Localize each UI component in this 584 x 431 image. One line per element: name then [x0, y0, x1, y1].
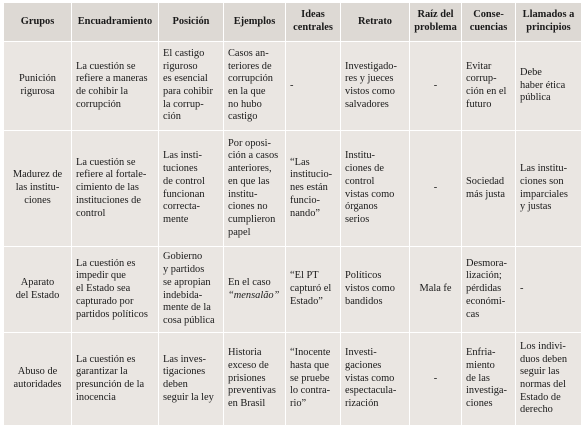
table-row: [4, 131, 582, 247]
table-row: [4, 333, 582, 426]
cell-llamados: Los indivi- duos deben seguir las normas del Estado de derecho: [516, 333, 582, 426]
header-ejemplos: Ejemplos: [224, 3, 286, 42]
framing-table: [3, 2, 582, 426]
cell-posicion: El castigo riguroso es esencial para cohibir la corrup- ción: [159, 42, 224, 131]
cell-posicion: Las insti- tuciones de control funcionan correcta- mente: [159, 131, 224, 247]
cell-grupo: Madurez de las institu- ciones: [4, 131, 72, 247]
cell-encuadramiento: La cuestión es impedir que el Estado sea capturado por partidos políticos: [72, 247, 159, 333]
cell-ideas-centrales: -: [286, 42, 341, 131]
cell-ejemplos: Por oposi- ción a casos anteriores, en que las institu- ciones no cumplieron papel: [224, 131, 286, 247]
cell-consecuencias: Desmora- lización; pérdidas económi- cas: [462, 247, 516, 333]
cell-retrato: Políticos vistos como bandidos: [341, 247, 410, 333]
header-ideas-centrales: Ideas centrales: [286, 3, 341, 42]
cell-consecuencias: Sociedad más justa: [462, 131, 516, 247]
header-grupos: Grupos: [4, 3, 72, 42]
table-row: [4, 42, 582, 131]
cell-llamados: -: [516, 247, 582, 333]
cell-raiz: -: [410, 131, 462, 247]
header-consecuencias: Conse- cuencias: [462, 3, 516, 42]
cell-ejemplos: Casos an- teriores de corrupción en la que no hubo castigo: [224, 42, 286, 131]
header-llamados-a-principios: Llamados a principios: [516, 3, 582, 42]
cell-retrato: Institu- ciones de control vistas como órganos serios: [341, 131, 410, 247]
cell-llamados: Debe haber ética pública: [516, 42, 582, 131]
header-posicion: Posición: [159, 3, 224, 42]
cell-consecuencias: Enfria- miento de las investiga- ciones: [462, 333, 516, 426]
header-retrato: Retrato: [341, 3, 410, 42]
cell-grupo: Abuso de autoridades: [4, 333, 72, 426]
cell-ejemplos-italic: “mensalão”: [228, 289, 280, 301]
cell-ideas-centrales: “Las institucio- nes están funcio- nando”: [286, 131, 341, 247]
cell-encuadramiento: La cuestión se refiere al fortale- cimiento de las instituciones de control: [72, 131, 159, 247]
cell-raiz: -: [410, 42, 462, 131]
cell-ideas-centrales: “El PT capturó el Estado”: [286, 247, 341, 333]
cell-ideas-centrales: “Inocente hasta que se pruebe lo contra- rio”: [286, 333, 341, 426]
cell-ejemplos: En el caso “mensalão”: [224, 247, 286, 333]
cell-raiz: Mala fe: [410, 247, 462, 333]
cell-consecuencias: Evitar corrup- ción en el futuro: [462, 42, 516, 131]
cell-posicion: Las inves- tigaciones deben seguir la ley: [159, 333, 224, 426]
header-raiz-del-problema: Raíz del problema: [410, 3, 462, 42]
cell-grupo: Punición rigurosa: [4, 42, 72, 131]
header-encuadramiento: Encuadramiento: [72, 3, 159, 42]
cell-raiz: -: [410, 333, 462, 426]
cell-ejemplos: Historia exceso de prisiones preventivas en Brasil: [224, 333, 286, 426]
table-row: [4, 247, 582, 333]
cell-retrato: Investigado- res y jueces vistos como salvadores: [341, 42, 410, 131]
header-row: [4, 3, 582, 42]
cell-encuadramiento: La cuestión se refiere a maneras de cohibir la corrupción: [72, 42, 159, 131]
cell-grupo: Aparato del Estado: [4, 247, 72, 333]
cell-posicion: Gobierno y partidos se apropian indebida- mente de la cosa pública: [159, 247, 224, 333]
cell-retrato: Investi- gaciones vistas como espectacula- rización: [341, 333, 410, 426]
cell-llamados: Las institu- ciones son imparciales y justas: [516, 131, 582, 247]
framing-table-container: [3, 2, 581, 429]
cell-encuadramiento: La cuestión es garantizar la presunción de la inocencia: [72, 333, 159, 426]
